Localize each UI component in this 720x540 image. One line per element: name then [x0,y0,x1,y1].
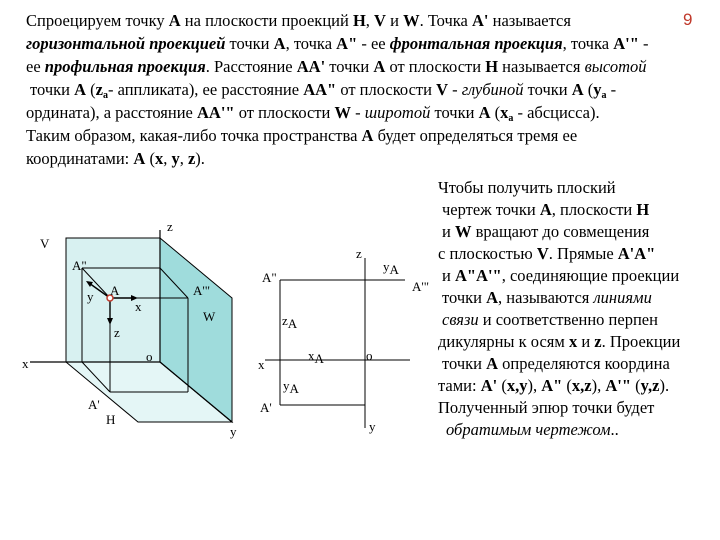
text-run: V [374,11,386,30]
text-run: Н [485,57,499,76]
text-run: с плоскостью [438,244,537,263]
text-run: ). [659,376,670,395]
label-o: o [146,349,153,364]
epure-label-za [282,313,298,331]
text-run: и соответственно перпен [478,310,658,329]
text-run: профильная проекция [44,57,206,76]
text-run: А [486,288,499,307]
text-run: ( [145,149,155,168]
text-run: точки [442,354,487,373]
side-line-7 [442,309,658,331]
text-run: , [163,149,172,168]
text-line-3 [26,56,647,78]
text-run: и [577,332,595,351]
label-y-bottom: y [230,424,237,439]
text-run: , соединяющие проекции [501,266,680,285]
label-z-small: z [114,325,120,340]
text-run: точки [225,34,274,53]
text-run: , [179,149,188,168]
text-run: A [389,262,399,277]
text-run: . Расстояние [205,57,297,76]
epure-label-ya [283,378,300,396]
side-line-3 [442,221,649,243]
text-run: A [314,351,324,366]
label-v: V [40,236,50,251]
text-run: х [500,103,509,122]
text-run: А" [336,34,358,53]
text-run: x,z [571,376,592,395]
side-line-11 [438,397,654,419]
text-run: ( [562,376,572,395]
projection-planes-diagram [0,210,240,440]
text-run: , называются [498,288,594,307]
text-run: , точка [562,34,614,53]
text-run: от плоскости [234,103,335,122]
text-run: а [601,90,607,101]
text-run: А [133,149,146,168]
text-run: A'" [605,376,632,395]
text-run: y [383,259,390,274]
text-run: Н [636,200,650,219]
label-y: y [87,289,94,304]
text-run: . Точка [419,11,472,30]
text-run: а [508,113,514,124]
text-run: А'" [613,34,639,53]
text-run: z [282,313,288,328]
text-run: y [283,378,290,393]
text-run: A [289,381,299,396]
text-run: V [436,80,448,99]
text-run: х [154,149,164,168]
text-run: V [536,244,549,263]
label-x-arrow: x [135,299,142,314]
text-run: АА" [303,80,337,99]
text-run: чертеж точки [442,200,540,219]
text-run: ордината), а расстояние [26,103,198,122]
label-a: A [110,283,120,298]
text-run: х [568,332,578,351]
text-line-4 [30,79,616,101]
epure-label-o: o [366,348,373,363]
text-run: АА' [296,57,326,76]
text-run: z [187,149,196,168]
text-run: х,у [506,376,528,395]
label-x: x [22,356,29,371]
text-run: Спроецируем точку [26,11,169,30]
text-run: определяются координа [498,354,670,373]
text-run: ( [86,80,96,99]
text-run: и [442,222,455,241]
text-run: . Проекции [601,332,681,351]
text-run: А [539,200,552,219]
text-run: А [373,57,386,76]
text-run: z [594,332,602,351]
text-run: A'A" [617,244,656,263]
text-run: точки [430,103,479,122]
label-a-horizontal: A' [88,397,100,412]
side-line-5 [442,265,679,287]
text-run: - [638,34,649,53]
side-line-6 [442,287,652,309]
text-run: - абсцисса). [513,103,600,122]
text-run: точки [442,288,487,307]
text-run: высотой [584,57,647,76]
epure-label-xa [308,348,325,366]
text-run: точки [523,80,572,99]
text-run: - ее [357,34,390,53]
text-run: - [350,103,365,122]
label-z: z [167,219,173,234]
text-run: A" [541,376,563,395]
text-run: A' [480,376,498,395]
label-a-profile: A'" [193,283,211,298]
text-run: Таким образом, какая-либо точка пространства [26,126,362,145]
text-run: координатами: [26,149,134,168]
text-run: обратимым чертежом [446,420,611,439]
text-run: A [287,316,298,331]
text-run: на плоскости проекций [180,11,353,30]
text-run: будет определяться тремя ее [373,126,578,145]
text-run: называется [488,11,571,30]
side-line-8 [438,331,680,353]
text-line-2 [26,33,648,55]
label-a-frontal: A" [72,258,87,273]
text-run: . Прямые [548,244,618,263]
side-line-2 [442,199,649,221]
side-line-12 [446,419,619,441]
text-run: у [593,80,602,99]
text-run: - [606,80,617,99]
text-run: ), [527,376,542,395]
text-run: линиями [593,288,652,307]
text-run: дикулярны к осям [438,332,569,351]
side-line-4 [438,243,655,265]
text-run: А [486,354,499,373]
text-run: A"A'" [454,266,502,285]
text-run: Полученный эпюр точки будет [438,398,655,417]
epure-label-ya-top [383,259,400,277]
text-run: широтой [364,103,431,122]
label-w: W [203,309,216,324]
epure-label-a-horizontal: A' [260,400,272,415]
text-run: горизонтальной проекцией [26,34,226,53]
text-run: у [171,149,180,168]
text-run: точки [325,57,374,76]
text-run: точки [30,80,75,99]
text-run: А [273,34,286,53]
epure-label-x: x [258,357,265,372]
text-run: а [102,90,108,101]
text-run: ). [195,149,205,168]
epure-diagram [240,235,430,440]
text-run: А [478,103,491,122]
side-line-9 [442,353,670,375]
epure-label-a-profile: A'" [412,279,430,294]
text-run: , [365,11,375,30]
side-line-1 [438,177,616,199]
text-run: А [168,11,181,30]
text-run: , точка [285,34,337,53]
text-run: - аппликата), ее расстояние [107,80,304,99]
text-run: W [403,11,420,30]
text-line-1 [26,10,571,32]
text-run: Чтобы получить плоский [438,178,616,197]
text-run: ( [497,376,507,395]
text-run: называется [498,57,585,76]
text-run: глубиной [461,80,524,99]
label-h: H [106,412,116,427]
text-line-6 [26,125,577,147]
text-run: от плоскости [336,80,437,99]
text-run: ( [490,103,501,122]
text-line-7 [26,148,205,170]
text-run: А' [472,11,489,30]
side-line-10 [438,375,669,397]
text-run: , плоскости [551,200,637,219]
epure-label-a-frontal: A" [262,270,277,285]
text-run: А [74,80,87,99]
text-line-5 [26,102,600,124]
page-number: 9 [683,10,693,29]
text-run: x [308,348,315,363]
text-run: вращают до совмещения [471,222,650,241]
text-run: ( [631,376,641,395]
text-run: тами: [438,376,481,395]
text-run: - [447,80,462,99]
text-run: и [385,11,404,30]
text-run: Н [352,11,366,30]
text-run: y,z [640,376,660,395]
epure-label-z: z [356,246,362,261]
text-run: ( [583,80,594,99]
text-run: АА'" [197,103,235,122]
text-run: от плоскости [385,57,486,76]
epure-label-y: y [369,419,376,434]
text-run: W [454,222,472,241]
text-run: А [361,126,374,145]
text-run: .. [610,420,619,439]
text-run: А [571,80,584,99]
text-run: z [95,80,103,99]
text-run: и [442,266,455,285]
text-run: связи [442,310,479,329]
text-run: ), [591,376,606,395]
text-run: ее [26,57,45,76]
text-run: W [334,103,351,122]
text-run: фронтальная проекция [389,34,563,53]
